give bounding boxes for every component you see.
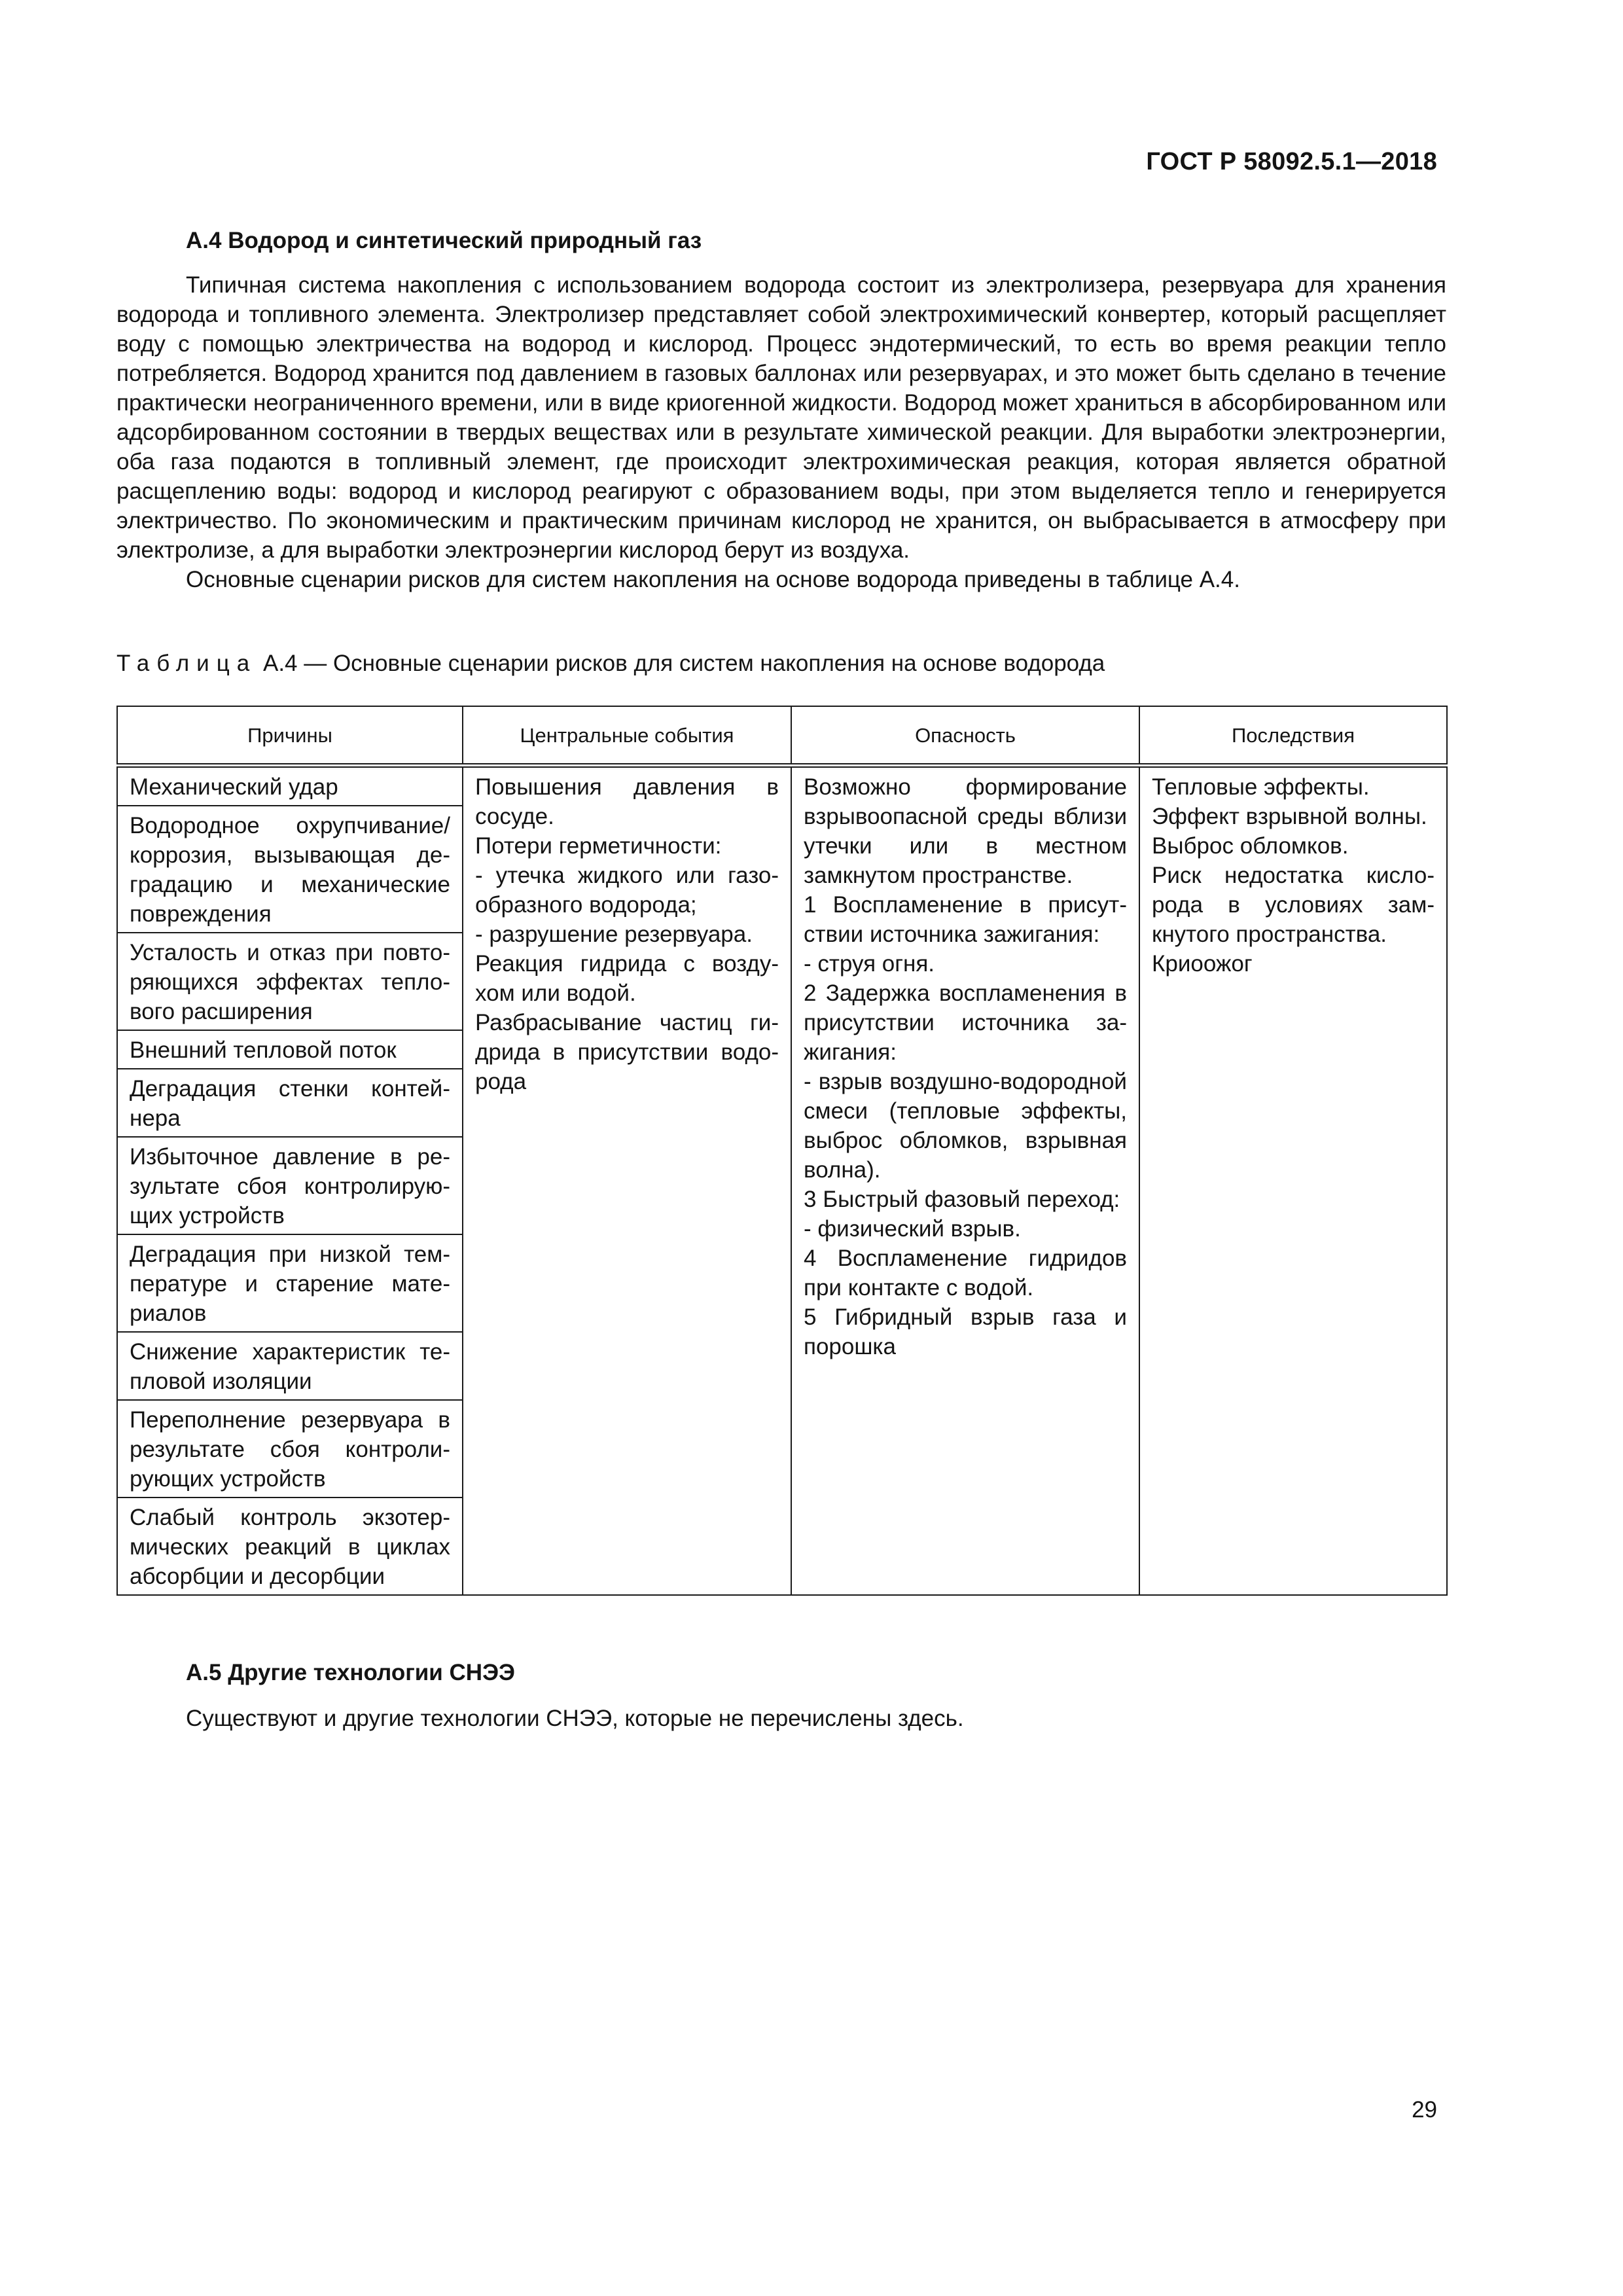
document-header: ГОСТ Р 58092.5.1—2018	[1146, 148, 1437, 175]
consequence-line: Эффект взрывной волны.	[1152, 804, 1427, 829]
consequence-line: Риск недостатка кислорода в условиях замкнутого пространства.	[1152, 863, 1435, 947]
cause-cell: Избыточное давление в результате сбоя контролирующих устройств	[117, 1137, 463, 1234]
hazard-cell	[791, 766, 1139, 1596]
consequences-cell	[1139, 766, 1447, 1596]
central-events-cell	[463, 766, 791, 1596]
hazard-line: 1 Воспламенение в присутствии источника зажигания:	[804, 892, 1127, 947]
cause-cell: Снижение характеристик тепловой изоляции	[117, 1332, 463, 1400]
central-event-line: Разбрасывание частиц гидрида в присутствии водорода	[475, 1010, 779, 1094]
hazard-line: - взрыв воздушно-водородной смеси (тепловые эффекты, выброс обломков, взрывная волна).	[804, 1069, 1127, 1183]
consequence-line: Тепловые эффекты.	[1152, 774, 1370, 800]
cause-cell: Водородное охрупчивание/ коррозия, вызывающая деградацию и механические повреждения	[117, 806, 463, 933]
hazard-line: Возможно формирование взрывоопасной среды вблизи утечки или в местном замкнутом пространстве.	[804, 774, 1127, 888]
risk-scenarios-table	[116, 706, 1448, 1596]
section-a5-paragraph: Существуют и другие технологии СНЭЭ, которые не перечислены здесь.	[186, 1706, 964, 1731]
page-number: 29	[1412, 2097, 1437, 2123]
section-a4-paragraph-1: Типичная система накопления с использованием водорода состоит из электролизера, резервуара для хранения водорода и топливного элемента. Электролизер представляет собой электрохимический конвертер, который расщепляет воду с помощью электричества на водород и кислород. Процесс эндотермический, то есть во время реакции тепло потребляется. Водород хранится под давлением в газовых баллонах или резервуарах, и это может быть сделано в течение практически неограниченного времени, или в виде криогенной жидкости. Водород может храниться в абсорбированном или адсорбированном состоянии в твердых веществах или в результате химической реакции. Для выработки электроэнергии, оба газа подаются в топливный элемент, где происходит электрохимическая реакция, которая является обратной расщеплению воды: водород и кислород реагируют с образованием воды, при этом выделяется тепло и генерируется электричество. По экономическим и практическим причинам кислород не хранится, он выбрасывается в атмосферу при электролизе, а для выработки электроэнергии кислород берут из воздуха.	[116, 272, 1446, 563]
hazard-line: 3 Быстрый фазовый переход:	[804, 1187, 1120, 1212]
header-consequences: Последствия	[1139, 706, 1447, 766]
cause-cell: Деградация при низкой температуре и старение материалов	[117, 1234, 463, 1332]
header-causes: Причины	[117, 706, 463, 766]
central-event-line: - утечка жидкого или газообразного водорода;	[475, 863, 779, 918]
header-central-events: Центральные события	[463, 706, 791, 766]
section-a4-body	[116, 270, 1446, 594]
cause-cell: Слабый контроль экзотермических реакций в циклах абсорбции и десорбции	[117, 1498, 463, 1595]
central-event-line: Повышения давления в сосуде.	[475, 774, 779, 829]
cause-cell: Усталость и отказ при повторяющихся эффектах теплового расширения	[117, 933, 463, 1030]
hazard-line: 2 Задержка воспламенения в присутствии источника зажигания:	[804, 980, 1127, 1065]
central-event-line: Реакция гидрида с воздухом или водой.	[475, 951, 779, 1006]
hazard-line: - физический взрыв.	[804, 1216, 1021, 1242]
table-caption-text: А.4 — Основные сценарии рисков для систем накопления на основе водорода	[262, 651, 1105, 676]
cause-cell: Механический удар	[117, 766, 463, 806]
cause-cell: Переполнение резервуара в результате сбоя контролирующих устройств	[117, 1400, 463, 1498]
table-caption-word: Таблица	[116, 651, 257, 676]
section-a4-title: А.4 Водород и синтетический природный газ	[186, 228, 702, 253]
central-event-line: Потери герметичности:	[475, 833, 722, 859]
header-hazard: Опасность	[791, 706, 1139, 766]
section-a5-body	[116, 1704, 1446, 1733]
table-header-row	[117, 706, 1447, 766]
consequence-line: Криоожог	[1152, 951, 1253, 977]
table-caption	[116, 651, 1105, 677]
section-a4-paragraph-2: Основные сценарии рисков для систем накопления на основе водорода приведены в таблице А.4.	[186, 567, 1240, 592]
hazard-line: 4 Воспламенение гидридов при контакте с водой.	[804, 1246, 1127, 1300]
table-row	[117, 766, 1447, 806]
central-event-line: - разрушение резервуара.	[475, 922, 753, 947]
hazard-line: 5 Гибридный взрыв газа и порошка	[804, 1304, 1127, 1359]
cause-cell: Деградация стенки контейнера	[117, 1069, 463, 1137]
hazard-line: - струя огня.	[804, 951, 935, 977]
consequence-line: Выброс обломков.	[1152, 833, 1349, 859]
section-a5-title: А.5 Другие технологии СНЭЭ	[186, 1660, 515, 1685]
cause-cell: Внешний тепловой поток	[117, 1030, 463, 1069]
